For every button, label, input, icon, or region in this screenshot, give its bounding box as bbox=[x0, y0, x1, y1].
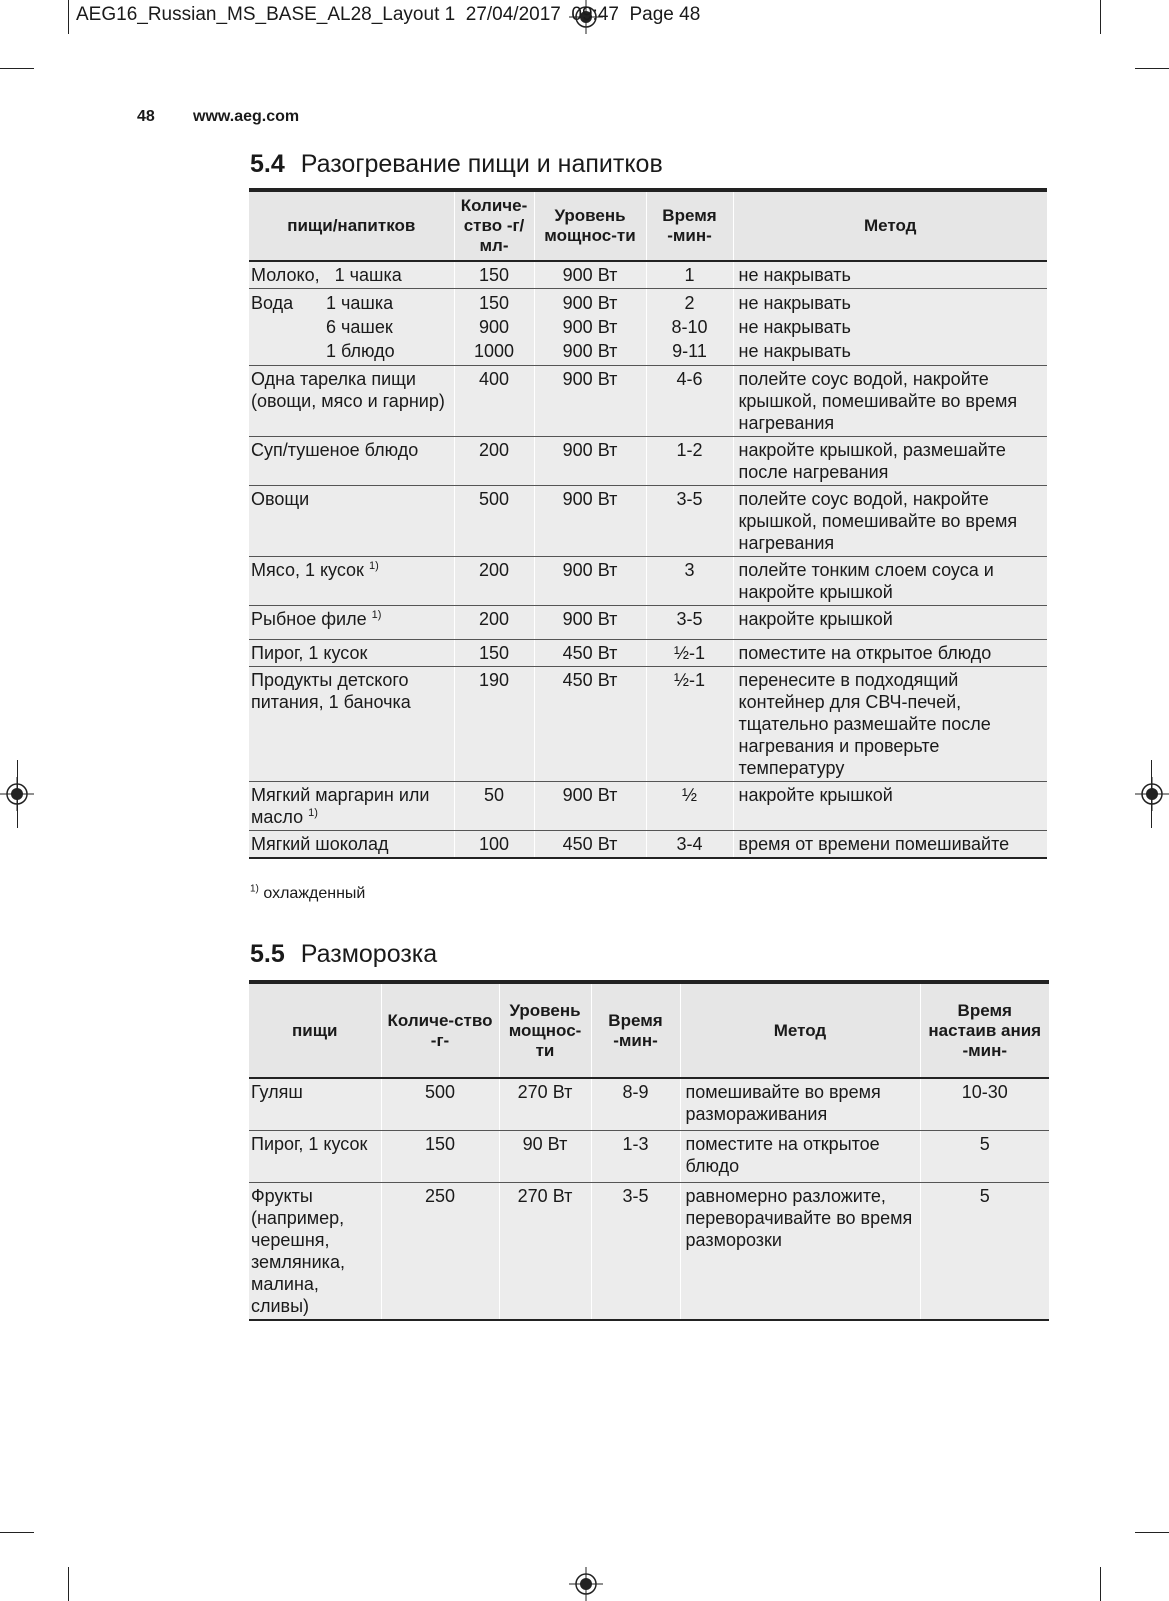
page-number: 48 bbox=[137, 108, 155, 125]
time-cell: 1 bbox=[646, 261, 733, 289]
table-header-row bbox=[249, 190, 1047, 261]
section-number: 5.4 bbox=[250, 150, 285, 178]
food-label: Вода bbox=[251, 293, 294, 313]
column-header: Уровень мощнос-ти bbox=[499, 982, 591, 1078]
crop-mark bbox=[1100, 0, 1101, 34]
column-header: Время -мин- bbox=[646, 190, 733, 261]
table-row bbox=[249, 1130, 1049, 1182]
method-cell: не накрывать bbox=[733, 261, 1047, 289]
registration-mark-icon bbox=[0, 777, 34, 811]
power-cell: 450 Вт bbox=[534, 831, 646, 859]
section-heading bbox=[250, 940, 437, 969]
quantity-cell: 150 bbox=[454, 261, 534, 289]
power-cell: 900 Вт bbox=[534, 486, 646, 557]
website-url: www.aeg.com bbox=[193, 108, 300, 125]
method-cell: перенесите в подходящий контейнер для СВЧ-печей, тщательно размешайте после нагревания и проверьте температуру bbox=[733, 667, 1047, 782]
table-row bbox=[249, 667, 1047, 782]
method-value: не накрывать bbox=[738, 317, 851, 337]
food-cell: Пирог, 1 кусок bbox=[249, 640, 454, 667]
crop-mark bbox=[68, 1567, 69, 1601]
method-cell: помешивайте во время размораживания bbox=[680, 1078, 920, 1130]
method-cell: поместите на открытое блюдо bbox=[680, 1130, 920, 1182]
food-cell: Продукты детского питания, 1 баночка bbox=[249, 667, 454, 782]
method-cell: накройте крышкой bbox=[733, 606, 1047, 640]
power-cell: 450 Вт bbox=[534, 640, 646, 667]
food-cell bbox=[249, 606, 454, 640]
table-row bbox=[249, 640, 1047, 667]
power-cell: 270 Вт bbox=[499, 1078, 591, 1130]
portion-label: 1 блюдо bbox=[326, 341, 395, 361]
column-header: Метод bbox=[733, 190, 1047, 261]
section-heading bbox=[250, 150, 663, 179]
food-cell: Одна тарелка пищи (овощи, мясо и гарнир) bbox=[249, 366, 454, 437]
column-header: Количе-ство -г/мл- bbox=[454, 190, 534, 261]
column-header: Уровень мощнос-ти bbox=[534, 190, 646, 261]
power-cell: 900 Вт bbox=[534, 437, 646, 486]
power-cell: 90 Вт bbox=[499, 1130, 591, 1182]
food-cell bbox=[249, 289, 454, 366]
food-cell: Фрукты (например, черешня, земляника, малина, сливы) bbox=[249, 1182, 381, 1320]
column-header: Количе-ство -г- bbox=[381, 982, 499, 1078]
crop-mark bbox=[1135, 1532, 1169, 1533]
heating-table bbox=[249, 188, 1047, 859]
power-cell: 900 Вт bbox=[534, 261, 646, 289]
food-label: Мягкий маргарин или масло bbox=[251, 785, 430, 827]
method-value: не накрывать bbox=[738, 341, 851, 361]
section-number: 5.5 bbox=[250, 940, 285, 968]
table-row bbox=[249, 1078, 1049, 1130]
power-value: 900 Вт bbox=[562, 293, 618, 313]
food-cell: Пирог, 1 кусок bbox=[249, 1130, 381, 1182]
power-cell: 450 Вт bbox=[534, 667, 646, 782]
crop-mark bbox=[1135, 68, 1169, 69]
footnote-ref: 1) bbox=[371, 609, 382, 621]
quantity-cell: 200 bbox=[454, 437, 534, 486]
power-cell: 900 Вт bbox=[534, 557, 646, 606]
time-cell: 1-3 bbox=[591, 1130, 680, 1182]
table-row bbox=[249, 486, 1047, 557]
footnote-mark: 1) bbox=[250, 883, 259, 895]
power-value: 900 Вт bbox=[562, 341, 618, 361]
table-row bbox=[249, 831, 1047, 859]
crop-mark bbox=[1100, 1567, 1101, 1601]
quantity-cell: 250 bbox=[381, 1182, 499, 1320]
power-cell: 900 Вт bbox=[534, 366, 646, 437]
food-cell: Мягкий шоколад bbox=[249, 831, 454, 859]
method-cell: равномерно разложите, переворачивайте во время разморозки bbox=[680, 1182, 920, 1320]
quantity-cell: 50 bbox=[454, 782, 534, 831]
table-row bbox=[249, 261, 1047, 289]
table-row bbox=[249, 437, 1047, 486]
time-cell: 3-4 bbox=[646, 831, 733, 859]
crop-mark bbox=[0, 68, 34, 69]
quantity-cell: 500 bbox=[454, 486, 534, 557]
column-header: Время настаив ания -мин- bbox=[920, 982, 1049, 1078]
column-header: Метод bbox=[680, 982, 920, 1078]
time-cell: ½-1 bbox=[646, 667, 733, 782]
time-cell: 1-2 bbox=[646, 437, 733, 486]
time-cell bbox=[646, 289, 733, 366]
quantity-cell: 500 bbox=[381, 1078, 499, 1130]
food-label: Рыбное филе bbox=[251, 609, 367, 629]
power-value: 900 Вт bbox=[562, 317, 618, 337]
crop-mark bbox=[0, 1532, 34, 1533]
time-cell: 3-5 bbox=[646, 606, 733, 640]
table-row bbox=[249, 289, 1047, 366]
registration-mark-icon bbox=[569, 1567, 603, 1601]
standing-time-cell: 5 bbox=[920, 1182, 1049, 1320]
time-value: 9-11 bbox=[672, 341, 707, 361]
standing-time-cell: 5 bbox=[920, 1130, 1049, 1182]
time-cell: 3-5 bbox=[591, 1182, 680, 1320]
standing-time-cell: 10-30 bbox=[920, 1078, 1049, 1130]
quantity-cell bbox=[454, 289, 534, 366]
quantity-cell: 150 bbox=[454, 640, 534, 667]
method-cell: полейте соус водой, накройте крышкой, помешивайте во время нагревания bbox=[733, 486, 1047, 557]
power-cell: 900 Вт bbox=[534, 606, 646, 640]
time-cell: ½ bbox=[646, 782, 733, 831]
table-row bbox=[249, 1182, 1049, 1320]
food-label: Мясо, 1 кусок bbox=[251, 560, 364, 580]
quantity-value: 1000 bbox=[473, 341, 515, 361]
table-row bbox=[249, 606, 1047, 640]
time-cell: 8-9 bbox=[591, 1078, 680, 1130]
registration-mark-icon bbox=[1135, 777, 1169, 811]
time-cell: 4-6 bbox=[646, 366, 733, 437]
footnote-text: охлажденный bbox=[263, 885, 366, 902]
print-slug: AEG16_Russian_MS_BASE_AL28_Layout 1 27/04/2017 09:47 Page 48 bbox=[76, 4, 701, 25]
time-value: 2 bbox=[684, 293, 695, 313]
quantity-cell: 100 bbox=[454, 831, 534, 859]
method-cell: накройте крышкой bbox=[733, 782, 1047, 831]
power-cell bbox=[534, 289, 646, 366]
table-row bbox=[249, 782, 1047, 831]
power-cell: 270 Вт bbox=[499, 1182, 591, 1320]
column-header: пищи bbox=[249, 982, 381, 1078]
defrost-table bbox=[249, 980, 1049, 1321]
quantity-cell: 150 bbox=[381, 1130, 499, 1182]
quantity-cell: 190 bbox=[454, 667, 534, 782]
time-cell: 3 bbox=[646, 557, 733, 606]
section-title: Разморозка bbox=[300, 940, 438, 968]
table-header-row bbox=[249, 982, 1049, 1078]
quantity-value: 150 bbox=[478, 293, 510, 313]
method-cell: время от времени помешивайте bbox=[733, 831, 1047, 859]
method-cell: полейте соус водой, накройте крышкой, помешивайте во время нагревания bbox=[733, 366, 1047, 437]
method-value: не накрывать bbox=[738, 293, 851, 313]
quantity-cell: 200 bbox=[454, 606, 534, 640]
portion-label: 6 чашек bbox=[326, 317, 393, 337]
method-cell: полейте тонким слоем соуса и накройте крышкой bbox=[733, 557, 1047, 606]
portion-label: 1 чашка bbox=[326, 293, 394, 313]
food-cell bbox=[249, 557, 454, 606]
method-cell bbox=[733, 289, 1047, 366]
footnote-ref: 1) bbox=[368, 560, 379, 572]
crop-mark bbox=[68, 0, 69, 34]
power-cell: 900 Вт bbox=[534, 782, 646, 831]
food-cell: Суп/тушеное блюдо bbox=[249, 437, 454, 486]
table-row bbox=[249, 557, 1047, 606]
food-cell: Молоко, 1 чашка bbox=[249, 261, 454, 289]
method-cell: накройте крышкой, размешайте после нагревания bbox=[733, 437, 1047, 486]
food-cell bbox=[249, 782, 454, 831]
column-header: пищи/напитков bbox=[249, 190, 454, 261]
food-cell: Гуляш bbox=[249, 1078, 381, 1130]
portion-list bbox=[326, 291, 395, 363]
quantity-cell: 200 bbox=[454, 557, 534, 606]
time-cell: ½-1 bbox=[646, 640, 733, 667]
method-cell: поместите на открытое блюдо bbox=[733, 640, 1047, 667]
quantity-value: 900 bbox=[478, 317, 510, 337]
quantity-cell: 400 bbox=[454, 366, 534, 437]
table-footnote bbox=[250, 885, 365, 903]
footnote-ref: 1) bbox=[308, 807, 318, 819]
time-value: 8-10 bbox=[671, 317, 708, 337]
section-title: Разогревание пищи и напитков bbox=[300, 150, 663, 178]
column-header: Время -мин- bbox=[591, 982, 680, 1078]
time-cell: 3-5 bbox=[646, 486, 733, 557]
table-row bbox=[249, 366, 1047, 437]
food-cell: Овощи bbox=[249, 486, 454, 557]
